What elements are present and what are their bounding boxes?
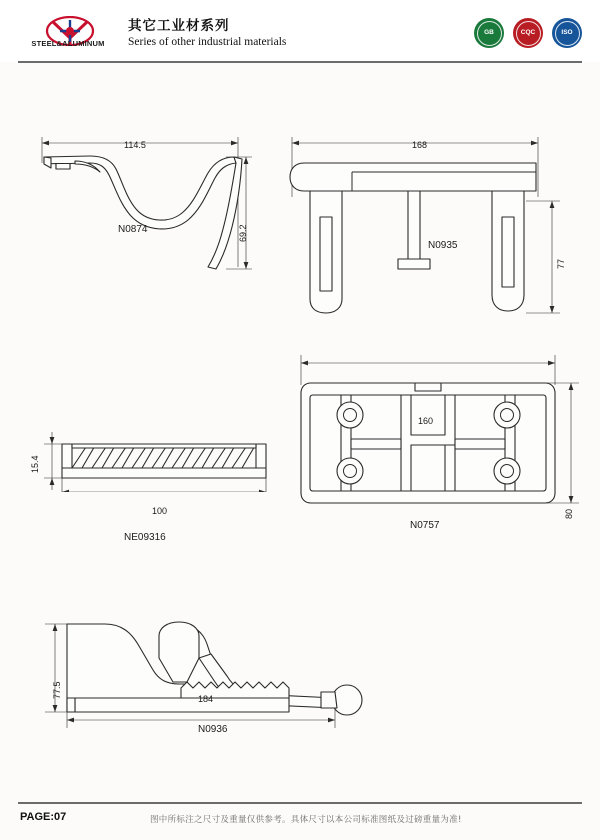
series-title-zh: 其它工业材系列 — [128, 18, 230, 34]
dim-n0757-height: 80 — [564, 508, 574, 519]
dim-ne09316-width: 100 — [152, 506, 168, 516]
company-logo — [18, 8, 122, 54]
dim-ne09316-height: 15.4 — [30, 455, 40, 473]
badge-cqc-label: CQC — [516, 21, 541, 46]
dim-n0874-width: 114.5 — [124, 140, 146, 150]
figure-label-n0874: N0874 — [118, 224, 148, 235]
dim-n0936-width: 184 — [198, 694, 214, 704]
dim-n0935-width: 168 — [412, 140, 428, 150]
figure-label-n0935: N0935 — [428, 240, 458, 251]
footer-disclaimer: 图中所标注之尺寸及重量仅供参考。具体尺寸以本公司标准图纸及过磅重量为准! — [150, 815, 462, 825]
dim-n0935-height: 77 — [556, 258, 566, 269]
dim-n0757-width: 160 — [418, 416, 434, 426]
logo-company-name: STEEL&ALUMINUM — [31, 39, 105, 48]
badge-iso-label: ISO — [555, 21, 580, 46]
badge-iso-icon — [552, 18, 582, 48]
badge-gb-label: GB — [477, 21, 502, 46]
figure-ne09316-drawing — [30, 382, 290, 492]
certification-badges — [474, 18, 582, 48]
figure-n0757-drawing — [285, 347, 585, 527]
figure-label-ne09316: NE09316 — [124, 532, 166, 543]
page-footer — [0, 802, 600, 840]
figure-label-n0757: N0757 — [410, 520, 440, 531]
series-title-en: Series of other industrial materials — [128, 36, 287, 48]
badge-gb-icon — [474, 18, 504, 48]
badge-cqc-icon — [513, 18, 543, 48]
footer-divider — [18, 802, 582, 804]
figure-label-n0936: N0936 — [198, 724, 228, 735]
drawing-canvas — [0, 62, 600, 802]
page-header — [0, 0, 600, 62]
dim-n0936-height: 77.5 — [52, 681, 62, 699]
dim-n0874-height: 69.2 — [238, 224, 248, 242]
page-number: PAGE:07 — [20, 811, 67, 823]
